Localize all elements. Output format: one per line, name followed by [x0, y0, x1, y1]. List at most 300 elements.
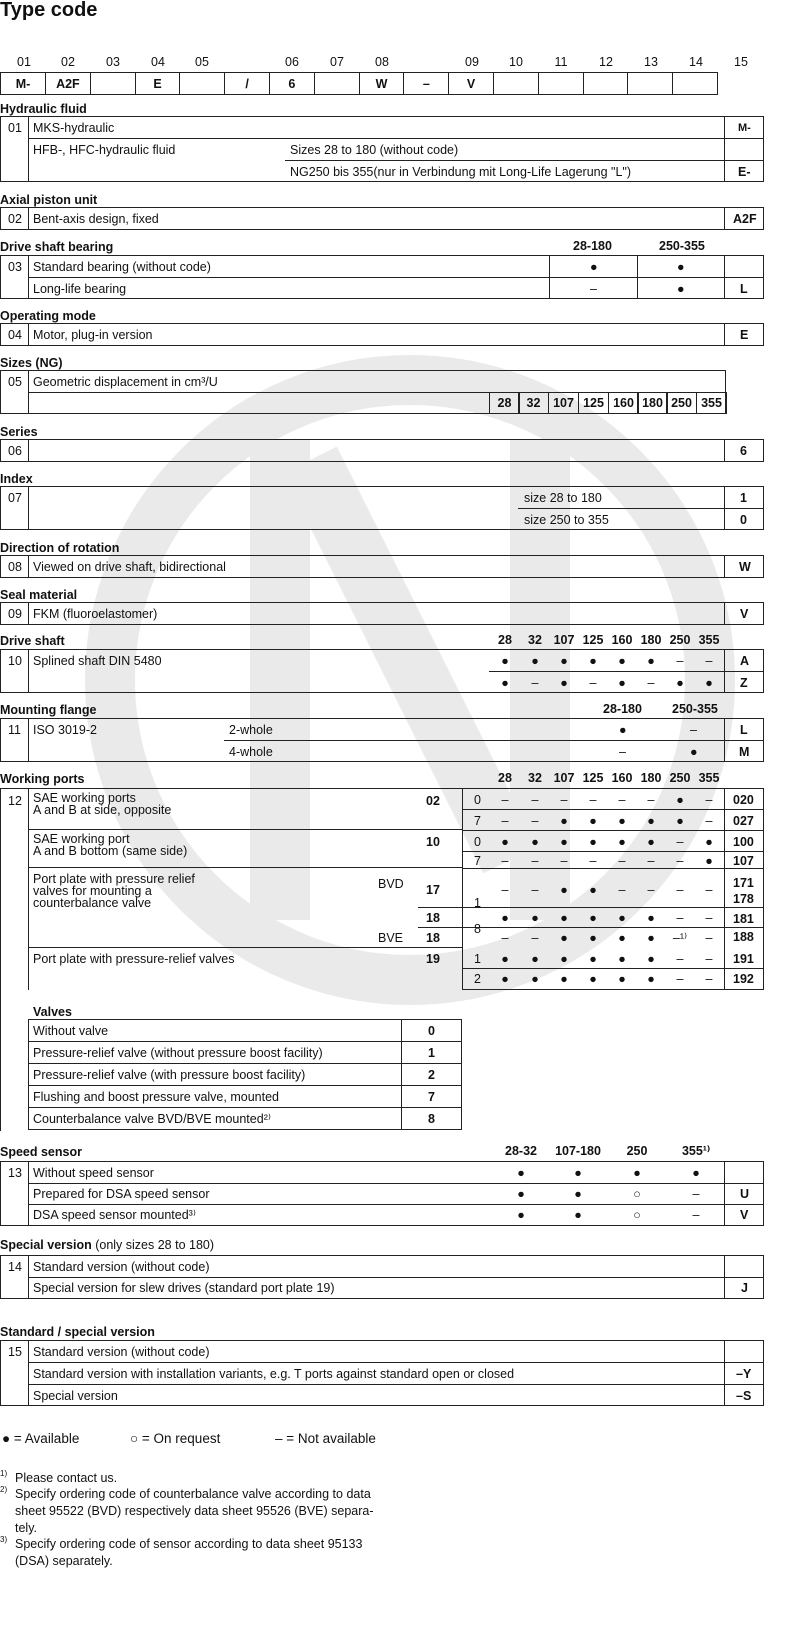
option-code: 027	[733, 814, 754, 828]
availability-mark: –	[501, 931, 509, 945]
option-code: 02	[426, 794, 440, 808]
position-number: 03	[106, 55, 120, 69]
availability-mark: ○	[633, 1187, 641, 1201]
valve-label: Without valve	[33, 1024, 109, 1038]
availability-mark: ●	[501, 654, 509, 668]
option-label: Special version	[33, 1389, 118, 1403]
port-variant: 2	[474, 972, 481, 986]
availability-mark: –¹⁾	[672, 931, 688, 945]
col-header: 107	[553, 771, 575, 785]
type-code-cell	[538, 72, 584, 95]
availability-mark: –	[676, 883, 684, 897]
availability-mark: ●	[531, 835, 539, 849]
footnote-text: sheet 95522 (BVD) respectively data sheet 95526 (BVE) separa-	[15, 1504, 374, 1518]
type-code-cell	[583, 72, 629, 95]
availability-mark: –	[705, 814, 713, 828]
size-cell: 355	[696, 392, 727, 414]
option-code: M	[739, 745, 750, 759]
availability-mark: –	[560, 854, 568, 868]
availability-mark: ○	[633, 1208, 641, 1222]
size-cell: 180	[637, 392, 668, 414]
size-cell: 125	[578, 392, 609, 414]
col-header: 28-180	[603, 702, 642, 716]
availability-mark: ●	[574, 1187, 582, 1201]
section-heading-text: Special version	[0, 1238, 92, 1252]
section-heading: Axial piston unit	[0, 193, 98, 207]
availability-mark: –	[705, 654, 713, 668]
section-heading: Direction of rotation	[0, 541, 120, 555]
section-number: 02	[8, 212, 22, 226]
option-code: V	[740, 1208, 749, 1222]
availability-mark: –	[692, 1187, 700, 1201]
col-header: 28-32	[505, 1144, 537, 1158]
position-number: 14	[689, 55, 703, 69]
option-code: 10	[426, 835, 440, 849]
availability-mark: ●	[676, 814, 684, 828]
option-code: E	[740, 328, 749, 342]
section-number: 13	[8, 1166, 22, 1180]
availability-mark: ●	[647, 911, 655, 925]
col-header: 125	[582, 633, 604, 647]
footnote-marker: 1)	[0, 1469, 8, 1478]
option-code: 188	[733, 930, 754, 944]
availability-mark: ●	[618, 952, 626, 966]
option-code: 191	[733, 952, 754, 966]
availability-mark: ●	[618, 911, 626, 925]
availability-mark: ●	[589, 654, 597, 668]
option-code: L	[740, 723, 748, 737]
availability-mark: ●	[501, 835, 509, 849]
size-cell: 250	[666, 392, 697, 414]
option-code: 0	[740, 513, 747, 527]
section-heading: Sizes (NG)	[0, 356, 63, 370]
col-header: 250-355	[659, 239, 705, 253]
availability-mark: ●	[560, 972, 568, 986]
col-header: 32	[528, 633, 542, 647]
position-number: 02	[61, 55, 75, 69]
section-number: 04	[8, 328, 22, 342]
section-heading-note: (only sizes 28 to 180)	[95, 1238, 215, 1252]
availability-mark: –	[501, 814, 509, 828]
type-code-cell	[90, 72, 136, 95]
type-code-cell	[314, 72, 360, 95]
availability-mark: ●	[560, 654, 568, 668]
position-number: 09	[465, 55, 479, 69]
availability-mark: ●	[618, 972, 626, 986]
availability-mark: ●	[517, 1166, 525, 1180]
section-number: 05	[8, 375, 22, 389]
col-header: 28-180	[573, 239, 612, 253]
section-number: 06	[8, 444, 22, 458]
port-variant: 7	[474, 854, 481, 868]
port-variant: 8	[474, 922, 481, 936]
section-heading: Speed sensor	[0, 1145, 82, 1159]
footnote-text: (DSA) separately.	[15, 1554, 113, 1568]
availability-mark: ●	[574, 1208, 582, 1222]
availability-mark: –	[676, 972, 684, 986]
option-label: Splined shaft DIN 5480	[33, 654, 162, 668]
availability-mark: –	[647, 793, 655, 807]
position-number: 01	[17, 55, 31, 69]
availability-mark: –	[676, 654, 684, 668]
availability-mark: ●	[692, 1166, 700, 1180]
type-code-cell	[627, 72, 673, 95]
availability-mark: ●	[690, 745, 698, 759]
availability-mark: –	[589, 676, 597, 690]
availability-mark: –	[618, 883, 626, 897]
availability-mark: ●	[618, 835, 626, 849]
section-heading: Seal material	[0, 588, 78, 602]
size-cell: 107	[548, 392, 579, 414]
position-number: 11	[554, 55, 568, 69]
valve-code: 2	[401, 1063, 462, 1086]
availability-mark: –	[647, 676, 655, 690]
valve-code: 1	[401, 1041, 462, 1064]
option-code: 100	[733, 835, 754, 849]
type-code-cell: E	[135, 72, 181, 95]
option-label: Without speed sensor	[33, 1166, 154, 1180]
option-label: size 28 to 180	[524, 491, 602, 505]
availability-mark: –	[705, 972, 713, 986]
availability-mark: ●	[560, 931, 568, 945]
availability-mark: ●	[589, 911, 597, 925]
option-label: HFB-, HFC-hydraulic fluid	[33, 143, 176, 157]
col-header: 32	[528, 771, 542, 785]
option-code: 171	[733, 876, 754, 890]
option-label: Motor, plug-in version	[33, 328, 153, 342]
section-06-box	[0, 439, 764, 462]
size-cell: 28	[489, 392, 520, 414]
option-label: Standard bearing (without code)	[33, 260, 211, 274]
size-cell: 160	[608, 392, 639, 414]
availability-mark: –	[618, 793, 626, 807]
option-label: Port plate with pressure-relief valves	[33, 952, 235, 966]
availability-mark: ●	[676, 793, 684, 807]
position-number: 12	[599, 55, 613, 69]
option-code: W	[739, 560, 751, 574]
section-number: 10	[8, 654, 22, 668]
availability-mark: –	[531, 676, 539, 690]
availability-mark: ●	[619, 723, 627, 737]
valve-code: 8	[401, 1107, 462, 1130]
availability-mark: –	[531, 793, 539, 807]
availability-mark: ●	[501, 952, 509, 966]
availability-mark: –	[676, 952, 684, 966]
option-label: NG250 bis 355(nur in Verbindung mit Long-Life Lagerung "L")	[290, 165, 632, 179]
availability-mark: –	[705, 911, 713, 925]
port-variant: 7	[474, 814, 481, 828]
availability-mark: ●	[501, 911, 509, 925]
availability-mark: ●	[618, 676, 626, 690]
option-code: 6	[740, 444, 747, 458]
col-header: 355¹⁾	[681, 1144, 711, 1158]
col-header: 250-355	[672, 702, 718, 716]
valve-code: 0	[401, 1019, 462, 1042]
availability-mark: –	[676, 911, 684, 925]
availability-mark: ●	[589, 972, 597, 986]
option-code: A2F	[733, 212, 757, 226]
availability-mark: ●	[633, 1166, 641, 1180]
type-code-cell: A2F	[45, 72, 91, 95]
availability-mark: ●	[560, 952, 568, 966]
availability-mark: –	[531, 931, 539, 945]
option-code: J	[741, 1281, 748, 1295]
col-header: 250	[626, 1144, 648, 1158]
availability-mark: –	[690, 723, 697, 737]
col-header: 107-180	[555, 1144, 601, 1158]
option-label: MKS-hydraulic	[33, 121, 115, 135]
option-code: V	[740, 607, 749, 621]
col-header: 355	[698, 771, 720, 785]
option-label: Bent-axis design, fixed	[33, 212, 159, 226]
availability-mark: ●	[677, 260, 685, 274]
option-code: 107	[733, 854, 754, 868]
availability-mark: –	[590, 282, 597, 296]
valve-label: Flushing and boost pressure valve, mounted	[33, 1090, 279, 1104]
availability-mark: ●	[574, 1166, 582, 1180]
section-heading: Mounting flange	[0, 703, 97, 717]
availability-mark: –	[705, 883, 713, 897]
option-code: A	[740, 654, 750, 668]
section-number: 08	[8, 560, 22, 574]
footnote-text: Specify ordering code of sensor according to data sheet 95133	[15, 1537, 363, 1551]
availability-mark: ●	[647, 814, 655, 828]
option-label: Standard version (without code)	[33, 1260, 210, 1274]
section-13-box	[0, 1161, 764, 1226]
availability-mark: ●	[517, 1187, 525, 1201]
option-code: 18	[426, 911, 440, 925]
availability-mark: –	[647, 854, 655, 868]
position-number: 13	[644, 55, 658, 69]
availability-mark: ●	[589, 835, 597, 849]
section-number: 07	[8, 491, 22, 505]
footnote-marker: 2)	[0, 1485, 8, 1494]
section-number: 03	[8, 260, 22, 274]
option-code: 192	[733, 972, 754, 986]
position-number: 15	[734, 55, 748, 69]
legend-available: ● = Available	[2, 1431, 80, 1446]
port-variant: 1	[474, 896, 481, 910]
option-label: ISO 3019-2	[33, 723, 97, 737]
option-label: SAE working ports A and B at side, opposite	[33, 791, 172, 817]
availability-mark: ●	[531, 911, 539, 925]
valve-label: Counterbalance valve BVD/BVE mounted²⁾	[33, 1112, 271, 1126]
col-header: 250	[669, 633, 691, 647]
availability-mark: –	[618, 854, 626, 868]
footnote-text: tely.	[15, 1521, 37, 1535]
availability-mark: ●	[589, 814, 597, 828]
option-label: SAE working port A and B bottom (same side)	[33, 832, 188, 858]
section-heading: Drive shaft bearing	[0, 240, 114, 254]
availability-mark: ●	[618, 931, 626, 945]
type-code-cell: –	[403, 72, 449, 95]
option-code: 18	[426, 931, 440, 945]
legend-on-request: ○ = On request	[130, 1431, 221, 1446]
availability-mark: ●	[501, 972, 509, 986]
col-header: 180	[640, 771, 662, 785]
option-label: Special version for slew drives (standard port plate 19)	[33, 1281, 335, 1295]
option-code: U	[740, 1187, 750, 1201]
section-number: 14	[8, 1260, 22, 1274]
availability-mark: –	[705, 931, 713, 945]
section-heading: Standard / special version	[0, 1325, 155, 1339]
col-header: 180	[640, 633, 662, 647]
availability-mark: –	[560, 793, 568, 807]
availability-mark: ●	[517, 1208, 525, 1222]
legend-not-available: – = Not available	[275, 1431, 376, 1446]
availability-mark: –	[619, 745, 626, 759]
availability-mark: ●	[647, 654, 655, 668]
port-variant: 0	[474, 793, 481, 807]
availability-mark: –	[531, 814, 539, 828]
availability-mark: ●	[705, 676, 713, 690]
option-label: Port plate with pressure relief valves for mounting a counterbalance valve	[33, 872, 195, 910]
availability-mark: ●	[618, 654, 626, 668]
option-code: E-	[738, 165, 751, 179]
size-cell: 32	[518, 392, 549, 414]
section-number: 12	[8, 794, 22, 808]
option-label: Sizes 28 to 180 (without code)	[290, 143, 459, 157]
availability-mark: ●	[560, 911, 568, 925]
valve-type-label: BVD	[378, 877, 404, 891]
availability-mark: –	[692, 1208, 700, 1222]
availability-mark: ●	[705, 854, 713, 868]
option-code: 181	[733, 912, 754, 926]
col-header: 250	[669, 771, 691, 785]
col-header: 125	[582, 771, 604, 785]
type-code-cell: M-	[0, 72, 46, 95]
availability-mark: –	[705, 793, 713, 807]
col-header: 160	[611, 633, 633, 647]
valve-type-label: BVE	[378, 931, 404, 945]
availability-mark: ●	[705, 835, 713, 849]
section-number: 11	[8, 723, 21, 737]
option-label: Viewed on drive shaft, bidirectional	[33, 560, 226, 574]
col-header: 28	[498, 771, 512, 785]
position-number: 05	[195, 55, 209, 69]
position-number: 10	[509, 55, 523, 69]
availability-mark: –	[501, 854, 509, 868]
section-heading: Operating mode	[0, 309, 96, 323]
position-number: 08	[375, 55, 389, 69]
availability-mark: ●	[676, 676, 684, 690]
position-number: 06	[285, 55, 299, 69]
section-number: 15	[8, 1345, 22, 1359]
option-code: –S	[736, 1389, 752, 1403]
availability-mark: ●	[531, 972, 539, 986]
section-number: 01	[8, 121, 22, 135]
availability-mark: –	[531, 854, 539, 868]
valve-label: Pressure-relief valve (without pressure boost facility)	[33, 1046, 323, 1060]
option-code: M-	[738, 122, 751, 134]
availability-mark: ●	[647, 931, 655, 945]
availability-mark: ●	[560, 814, 568, 828]
option-code: Z	[740, 676, 748, 690]
availability-mark: ●	[677, 282, 685, 296]
col-header: 107	[553, 633, 575, 647]
availability-mark: –	[705, 952, 713, 966]
availability-mark: ●	[589, 931, 597, 945]
valves-heading: Valves	[33, 1005, 72, 1019]
option-label: Geometric displacement in cm³/U	[33, 375, 218, 389]
section-heading: Drive shaft	[0, 634, 65, 648]
availability-mark: ●	[560, 883, 568, 897]
col-header: 355	[698, 633, 720, 647]
type-code-cell: /	[224, 72, 270, 95]
availability-mark: ●	[531, 952, 539, 966]
availability-mark: –	[501, 883, 509, 897]
option-code: –Y	[736, 1367, 752, 1381]
section-heading: Index	[0, 472, 33, 486]
type-code-cell: W	[359, 72, 405, 95]
type-code-cell	[179, 72, 225, 95]
option-code: L	[740, 282, 748, 296]
option-label: Prepared for DSA speed sensor	[33, 1187, 210, 1201]
option-label: 2-whole	[229, 723, 273, 737]
type-code-cell	[672, 72, 718, 95]
availability-mark: ●	[501, 676, 509, 690]
option-code: 178	[733, 892, 754, 906]
availability-mark: ●	[560, 676, 568, 690]
type-code-cell	[493, 72, 539, 95]
position-number: 07	[330, 55, 344, 69]
availability-mark: –	[676, 835, 684, 849]
availability-mark: –	[501, 793, 509, 807]
type-code-cell: 6	[269, 72, 315, 95]
availability-mark: ●	[647, 972, 655, 986]
availability-mark: –	[676, 854, 684, 868]
footnote-text: Specify ordering code of counterbalance valve according to data	[15, 1487, 371, 1501]
position-number: 04	[151, 55, 165, 69]
col-header: 28	[498, 633, 512, 647]
option-label: size 250 to 355	[524, 513, 609, 527]
availability-mark: –	[589, 793, 597, 807]
port-variant: 0	[474, 835, 481, 849]
section-heading: Series	[0, 425, 38, 439]
port-variant: 1	[474, 952, 481, 966]
footnote-text: Please contact us.	[15, 1471, 118, 1485]
option-code: 1	[740, 491, 747, 505]
availability-mark: ●	[590, 260, 598, 274]
availability-mark: ●	[560, 835, 568, 849]
section-heading	[0, 1239, 214, 1252]
availability-mark: ●	[618, 814, 626, 828]
option-code: 020	[733, 793, 754, 807]
availability-mark: ●	[589, 952, 597, 966]
availability-mark: ●	[531, 654, 539, 668]
availability-mark: –	[647, 883, 655, 897]
availability-mark: –	[589, 854, 597, 868]
col-header: 160	[611, 771, 633, 785]
option-label: Standard version with installation variants, e.g. T ports against standard open or closed	[33, 1367, 515, 1381]
section-heading: Working ports	[0, 772, 85, 786]
valve-code: 7	[401, 1085, 462, 1108]
availability-mark: ●	[647, 835, 655, 849]
option-label: FKM (fluoroelastomer)	[33, 607, 158, 621]
option-label: Standard version (without code)	[33, 1345, 210, 1359]
section-number: 09	[8, 607, 22, 621]
availability-mark: ●	[647, 952, 655, 966]
footnote-marker: 3)	[0, 1535, 8, 1544]
option-label: 4-whole	[229, 745, 273, 759]
section-heading: Hydraulic fluid	[0, 102, 87, 116]
option-label: Long-life bearing	[33, 282, 127, 296]
availability-mark: –	[531, 883, 539, 897]
option-code: 19	[426, 952, 440, 966]
valve-label: Pressure-relief valve (with pressure boost facility)	[33, 1068, 306, 1082]
type-code-cell: V	[448, 72, 494, 95]
option-label: DSA speed sensor mounted³⁾	[33, 1208, 196, 1222]
